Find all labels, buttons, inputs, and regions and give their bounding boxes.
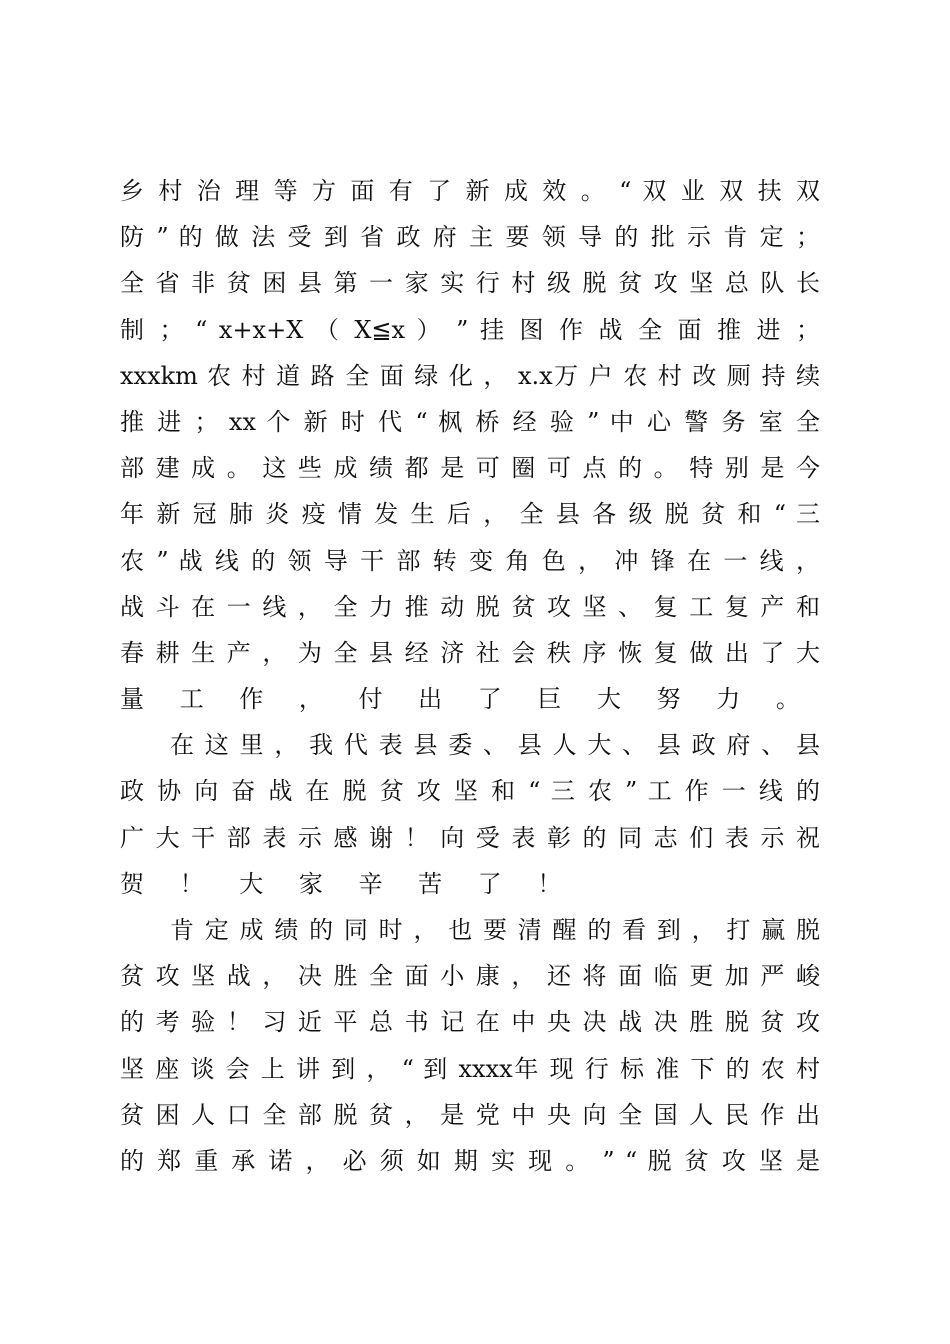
text-line: 贫 攻 坚 战 ， 决 胜 全 面 小 康 ， 还 将 面 临 更 加 严 峻	[120, 962, 820, 991]
text-line: 制 ； “ x+x+X （ X≦x ） ” 挂 图 作 战 全 面 推 进 ；	[120, 315, 820, 344]
text-line: 广 大 干 部 表 示 感 谢 ！ 向 受 表 彰 的 同 志 们 表 示 祝	[120, 823, 820, 852]
text-line: 坚 座 谈 会 上 讲 到 ， “ 到 xxxx年 现 行 标 准 下 的 农 村	[120, 1054, 820, 1083]
text-line: 战 斗 在 一 线 ， 全 力 推 动 脱 贫 攻 坚 、 复 工 复 产 和	[120, 592, 820, 621]
text-line: 部 建 成 。 这 些 成 绩 都 是 可 圈 可 点 的 。 特 别 是 今	[120, 454, 820, 483]
text-line: 春 耕 生 产 ， 为 全 县 经 济 社 会 秩 序 恢 复 做 出 了 大	[120, 638, 820, 667]
text-line: 全 省 非 贫 困 县 第 一 家 实 行 村 级 脱 贫 攻 坚 总 队 长	[120, 269, 820, 298]
body-text	[120, 168, 820, 1184]
paragraph-challenges	[120, 907, 820, 1184]
text-line: 年 新 冠 肺 炎 疫 情 发 生 后 ， 全 县 各 级 脱 贫 和 “ 三	[120, 500, 820, 529]
text-line: 肯 定 成 绩 的 同 时 ， 也 要 清 醒 的 看 到 ， 打 赢 脱	[170, 916, 820, 944]
text-line: 贫 困 人 口 全 部 脱 贫 ， 是 党 中 央 向 全 国 人 民 作 出	[120, 1100, 820, 1129]
text-line: 的 郑 重 承 诺 ， 必 须 如 期 实 现 。 ” “ 脱 贫 攻 坚 是	[120, 1146, 820, 1175]
text-line: xxxkm 农 村 道 路 全 面 绿 化 ， x.x万 户 农 村 改 厕 持 续	[120, 361, 820, 390]
text-line: 乡 村 治 理 等 方 面 有 了 新 成 效 。 “ 双 业 双 扶 双	[120, 177, 820, 205]
paragraph-thanks	[120, 722, 820, 907]
text-line: 政 协 向 奋 战 在 脱 贫 攻 坚 和 “ 三 农 ” 工 作 一 线 的	[120, 777, 820, 806]
text-line: 在 这 里 ， 我 代 表 县 委 、 县 人 大 、 县 政 府 、 县	[170, 731, 820, 760]
text-line: 贺 ！ 大 家 辛 苦 了 ！	[120, 869, 576, 898]
text-line: 防 ” 的 做 法 受 到 省 政 府 主 要 领 导 的 批 示 肯 定 ；	[120, 223, 820, 252]
paragraph-achievements	[120, 168, 820, 722]
text-line: 推 进 ； xx 个 新 时 代 “ 枫 桥 经 验 ” 中 心 警 务 室 全	[120, 407, 820, 436]
text-line: 量 工 作 ， 付 出 了 巨 大 努 力 。	[120, 685, 814, 714]
text-line: 的 考 验 ！ 习 近 平 总 书 记 在 中 央 决 战 决 胜 脱 贫 攻	[120, 1008, 820, 1037]
text-line: 农 ” 战 线 的 领 导 干 部 转 变 角 色 ， 冲 锋 在 一 线 ，	[120, 546, 820, 575]
